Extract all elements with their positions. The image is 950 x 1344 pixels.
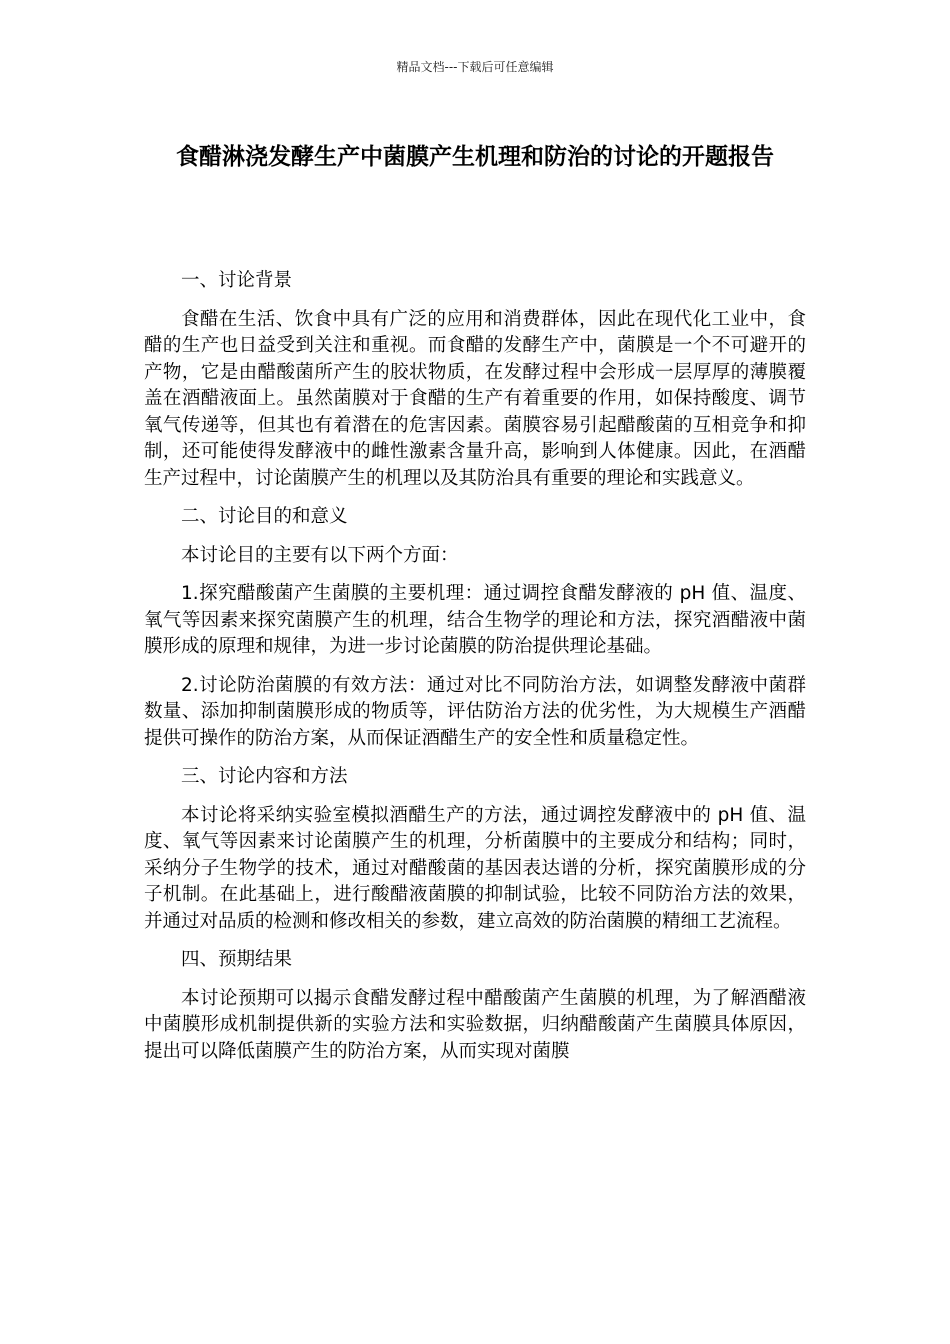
document-title: 食醋淋浇发酵生产中菌膜产生机理和防治的讨论的开题报告 xyxy=(176,144,774,170)
paragraph: 本讨论将采纳实验室模拟酒醋生产的方法，通过调控发酵液中的 pH 值、温度、氧气等因素来讨论菌膜产生的机理，分析菌膜中的主要成分和结构；同时，采纳分子生物学的技术，通过对醋酸菌的基因表达谱的分析，探究菌膜形成的分子机制。在此基础上，进行酸醋液菌膜的抑制试验，比较不同防治方法的效果，并通过对品质的检测和修改相关的参数，建立高效的防治菌膜的精细工艺流程。 xyxy=(144,804,806,932)
section-heading: 三、讨论内容和方法 xyxy=(181,766,348,787)
paragraph: 本讨论目的主要有以下两个方面： xyxy=(181,544,459,566)
paragraph: 1.探究醋酸菌产生菌膜的主要机理：通过调控食醋发酵液的 pH 值、温度、氧气等因素来探究菌膜产生的机理，结合生物学的理论和方法，探究酒醋液中菌膜形成的原理和规律，为进一步讨论菌膜的防治提供理论基础。 xyxy=(144,583,806,657)
paragraph: 2.讨论防治菌膜的有效方法：通过对比不同防治方法，如调整发酵液中菌群数量、添加抑制菌膜形成的物质等，评估防治方法的优劣性，为大规模生产酒醋提供可操作的防治方案，从而保证酒醋生产的安全性和质量稳定性。 xyxy=(144,674,806,749)
paragraph: 本讨论预期可以揭示食醋发酵过程中醋酸菌产生菌膜的机理，为了解酒醋液中菌膜形成机制提供新的实验方法和实验数据，归纳醋酸菌产生菌膜具体原因，提出可以降低菌膜产生的防治方案，从而实现对菌膜 xyxy=(144,987,806,1062)
section-heading: 一、讨论背景 xyxy=(181,270,293,291)
paragraph: 食醋在生活、饮食中具有广泛的应用和消费群体，因此在现代化工业中，食醋的生产也日益受到关注和重视。而食醋的发酵生产中，菌膜是一个不可避开的产物，它是由醋酸菌所产生的胶状物质，在发酵过程中会形成一层厚厚的薄膜覆盖在酒醋液面上。虽然菌膜对于食醋的生产有着重要的作用，如保持酸度、调节氧气传递等，但其也有着潜在的危害因素。菌膜容易引起醋酸菌的互相竞争和抑制，还可能使得发酵液中的雌性激素含量升高，影响到人体健康。因此，在酒醋生产过程中，讨论菌膜产生的机理以及其防治具有重要的理论和实践意义。 xyxy=(144,308,806,489)
section-heading: 四、预期结果 xyxy=(181,949,293,970)
header-note: 精品文档---下载后可任意编辑 xyxy=(396,60,554,74)
section-heading: 二、讨论目的和意义 xyxy=(181,506,348,527)
document-body xyxy=(144,268,806,1077)
